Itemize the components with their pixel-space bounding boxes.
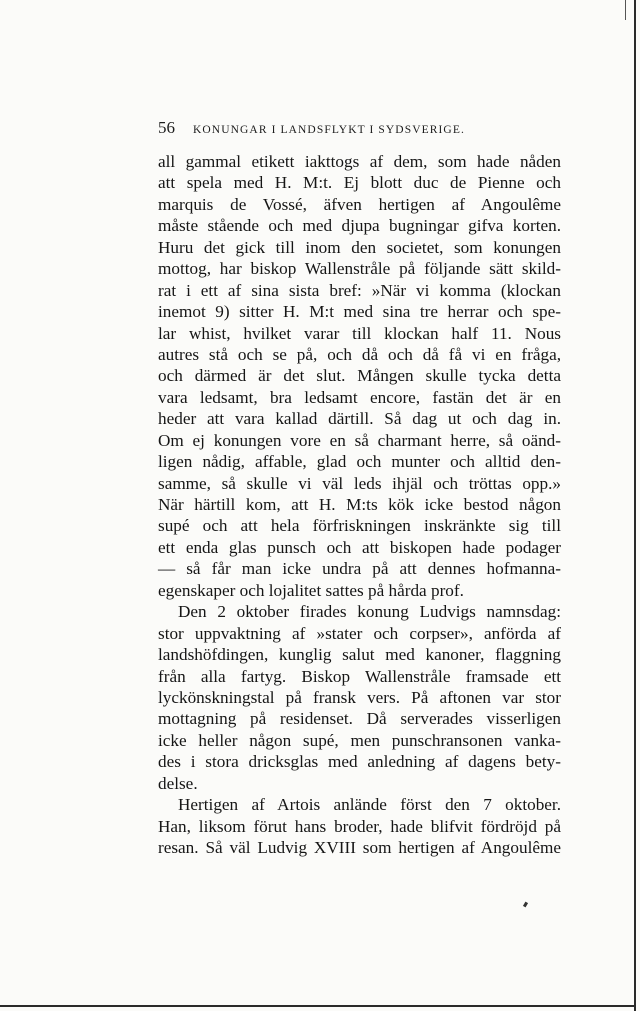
text-line: lar whist, hvilket varar till klockan half 11. Nous	[158, 323, 561, 343]
text-line: och därmed är det slut. Mången skulle tycka detta	[158, 366, 561, 386]
text-line: Hertigen af Artois anlände först den 7 oktober.	[178, 795, 561, 815]
running-title: KONUNGAR I LANDSFLYKT I SYDSVERIGE.	[193, 124, 465, 136]
text-line: samme, så skulle vi väl leds ihjäl och tröttas opp.»	[158, 473, 561, 493]
paragraph-2	[158, 601, 561, 794]
text-line: Den 2 oktober firades konung Ludvigs namnsdag:	[178, 602, 561, 622]
text-line: mottagning på residenset. Då serverades visserligen	[158, 709, 561, 729]
text-line: autres stå och se på, och då och då få vi en fråga,	[158, 344, 561, 364]
text-line: inemot 9) sitter H. M:t med sina tre herrar och spe-	[158, 302, 561, 322]
text-line: stor uppvaktning af »stater och corpser», anförda af	[158, 623, 561, 643]
text-line: supé och att hela förfriskningen inskränkte sig till	[158, 516, 561, 536]
text-line: des i stora dricksglas med anledning af dagens bety-	[158, 752, 561, 772]
text-line: Om ej konungen vore en så charmant herre, så oänd-	[158, 430, 561, 450]
ink-speck	[523, 902, 528, 908]
text-line: lyckönskningstal på fransk vers. På aftonen var stor	[158, 687, 561, 707]
text-line: egenskaper och lojalitet sattes på hårda prof.	[158, 580, 464, 600]
text-line: Huru det gick till inom den societet, som konungen	[158, 237, 561, 257]
body-text	[158, 151, 561, 858]
text-line: rat i ett af sina sista bref: »När vi komma (klockan	[158, 280, 561, 300]
scan-edge-right	[634, 0, 636, 1011]
page-number: 56	[158, 118, 175, 137]
text-line: Han, liksom förut hans broder, hade blifvit fördröjd på	[158, 816, 561, 836]
text-line: marquis de Vossé, äfven hertigen af Angoulême	[158, 194, 561, 214]
text-line: ett enda glas punsch och att biskopen hade podager	[158, 537, 561, 557]
text-line: all gammal etikett iakttogs af dem, som hade nåden	[158, 152, 561, 171]
text-line: att spela med H. M:t. Ej blott duc de Pienne och	[158, 173, 561, 193]
text-line: ligen nådig, affable, glad och munter och alltid den-	[158, 452, 561, 472]
text-line: vara ledsamt, bra ledsamt encore, fastän det är en	[158, 387, 561, 407]
text-line: resan. Så väl Ludvig XVIII som hertigen af Angoulême	[158, 838, 561, 857]
text-line: — så får man icke undra på att dennes hofmanna-	[158, 559, 561, 579]
scan-edge-bottom	[0, 1005, 636, 1007]
text-line: heder att vara kallad därtill. Så dag ut och dag in.	[158, 409, 561, 429]
paragraph-3	[158, 794, 561, 858]
paragraph-1	[158, 151, 561, 601]
running-header	[158, 118, 558, 138]
text-line: måste stående och med djupa bugningar gifva korten.	[158, 216, 561, 236]
text-line: När härtill kom, att H. M:ts kök icke bestod någon	[158, 495, 561, 514]
text-line: från alla fartyg. Biskop Wallenstråle framsade ett	[158, 666, 561, 686]
text-line: mottog, har biskop Wallenstråle på följande sätt skild-	[158, 259, 561, 279]
scan-edge-mark	[625, 0, 626, 20]
text-line: landshöfdingen, kunglig salut med kanoner, flaggning	[158, 645, 561, 665]
text-line: icke heller någon supé, men punschransonen vanka-	[158, 730, 561, 750]
text-line: delse.	[158, 773, 198, 793]
